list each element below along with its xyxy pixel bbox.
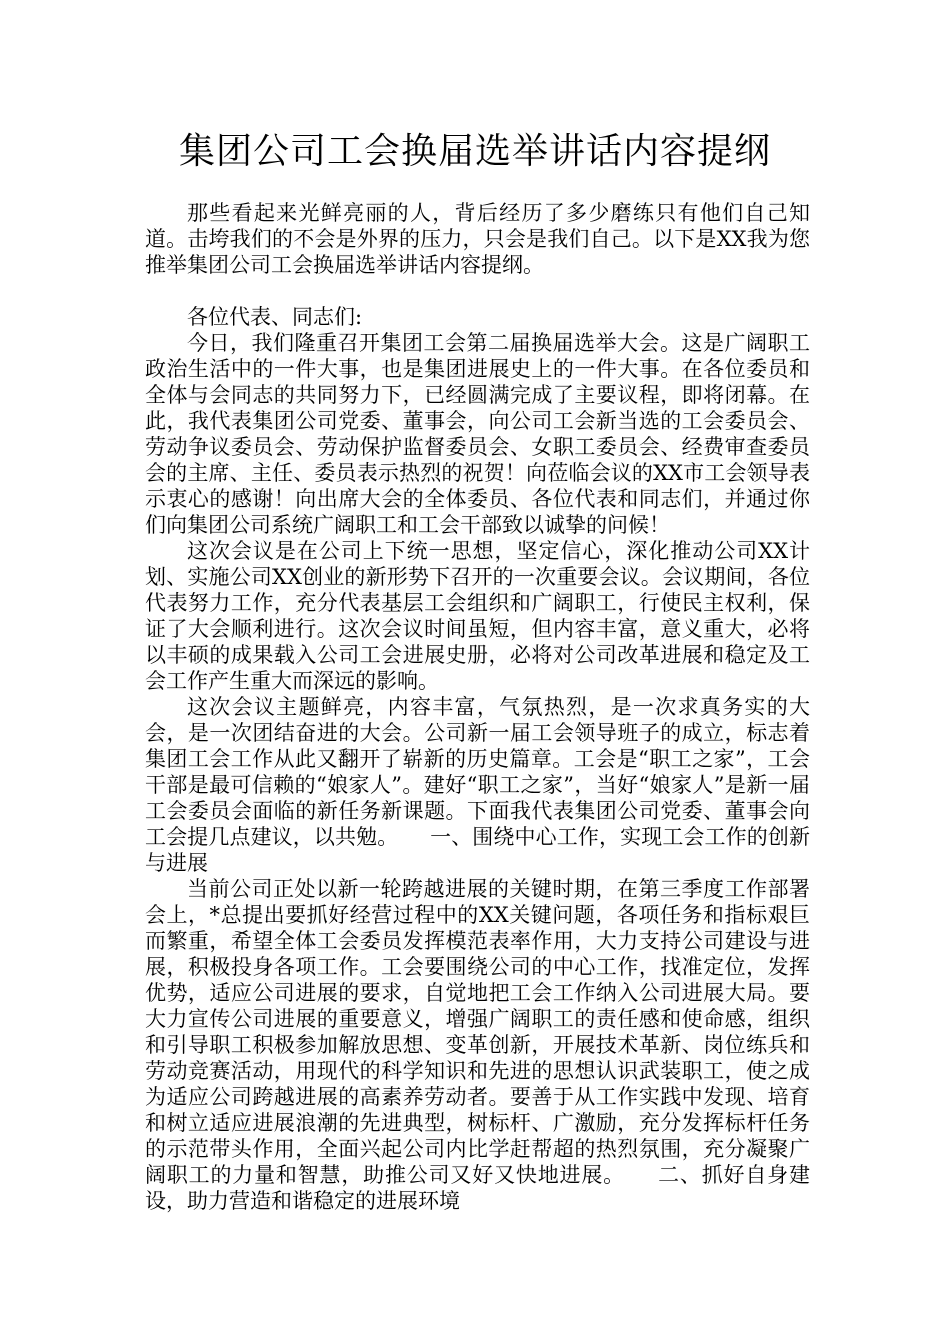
body-paragraph-3: 这次会议主题鲜亮，内容丰富，气氛热烈，是一次求真务实的大会，是一次团结奋进的大会。公司新一届工会领导班子的成立，标志着集团工会工作从此又翻开了崭新的历史篇章。工会是“职工之家”，工会干部是最可信赖的“娘家人”。建好“职工之家”，当好“娘家人”是新一届工会委员会面临的新任务新课题。下面我代表集团公司党委、董事会向工会提几点建议，以共勉。 一、围绕中心工作，实现工会工作的创新与进展: [145, 695, 810, 875]
intro-paragraph: 那些看起来光鲜亮丽的人，背后经历了多少磨练只有他们自己知道。击垮我们的不会是外界的压力，只会是我们自己。以下是XX我为您推举集团公司工会换届选举讲话内容提纲。: [145, 201, 810, 277]
document-title: 集团公司工会换届选举讲话内容提纲: [178, 131, 771, 172]
body-paragraph-4: 当前公司正处以新一轮跨越进展的关键时期，在第三季度工作部署会上，*总提出要抓好经营过程中的XX关键问题，各项任务和指标艰巨而繁重，希望全体工会委员发挥模范表率作用，大力支持公司建设与进展，积极投身各项工作。工会要围绕公司的中心工作，找准定位，发挥优势，适应公司进展的要求，自觉地把工会工作纳入公司进展大局。要大力宣传公司进展的重要意义，增强广阔职工的责任感和使命感，组织和引导职工积极参加解放思想、变革创新，开展技术革新、岗位练兵和劳动竞赛活动，用现代的科学知识和先进的思想认识武装职工，使之成为适应公司跨越进展的高素养劳动者。要善于从工作实践中发现、培育和树立适应进展浪潮的先进典型，树标杆、广激励，充分发挥标杆任务的示范带头作用，全面兴起公司内比学赶帮超的热烈氛围，充分凝聚广阔职工的力量和智慧，助推公司又好又快地进展。 二、抓好自身建设，助力营造和谐稳定的进展环境: [145, 877, 810, 1213]
document-body: [145, 200, 810, 1214]
body-paragraph-1: 今日，我们隆重召开集团工会第二届换届选举大会。这是广阔职工政治生活中的一件大事，也是集团进展史上的一件大事。在各位委员和全体与会同志的共同努力下，已经圆满完成了主要议程，即将闭幕。在此，我代表集团公司党委、董事会，向公司工会新当选的工会委员会、劳动争议委员会、劳动保护监督委员会、女职工委员会、经费审查委员会的主席、主任、委员表示热烈的祝贺！向莅临会议的XX市工会领导表示衷心的感谢！向出席大会的全体委员、各位代表和同志们，并通过你们向集团公司系统广阔职工和工会干部致以诚挚的问候！: [145, 331, 810, 537]
salutation: 各位代表、同志们:: [187, 305, 363, 329]
body-paragraph-2: 这次会议是在公司上下统一思想，坚定信心，深化推动公司XX计划、实施公司XX创业的新形势下召开的一次重要会议。会议期间，各位代表努力工作，充分代表基层工会组织和广阔职工，行使民主权利，保证了大会顺利进行。这次会议时间虽短，但内容丰富，意义重大，必将以丰硕的成果载入公司工会进展史册，必将对公司改革进展和稳定及工会工作产生重大而深远的影响。: [145, 539, 810, 693]
